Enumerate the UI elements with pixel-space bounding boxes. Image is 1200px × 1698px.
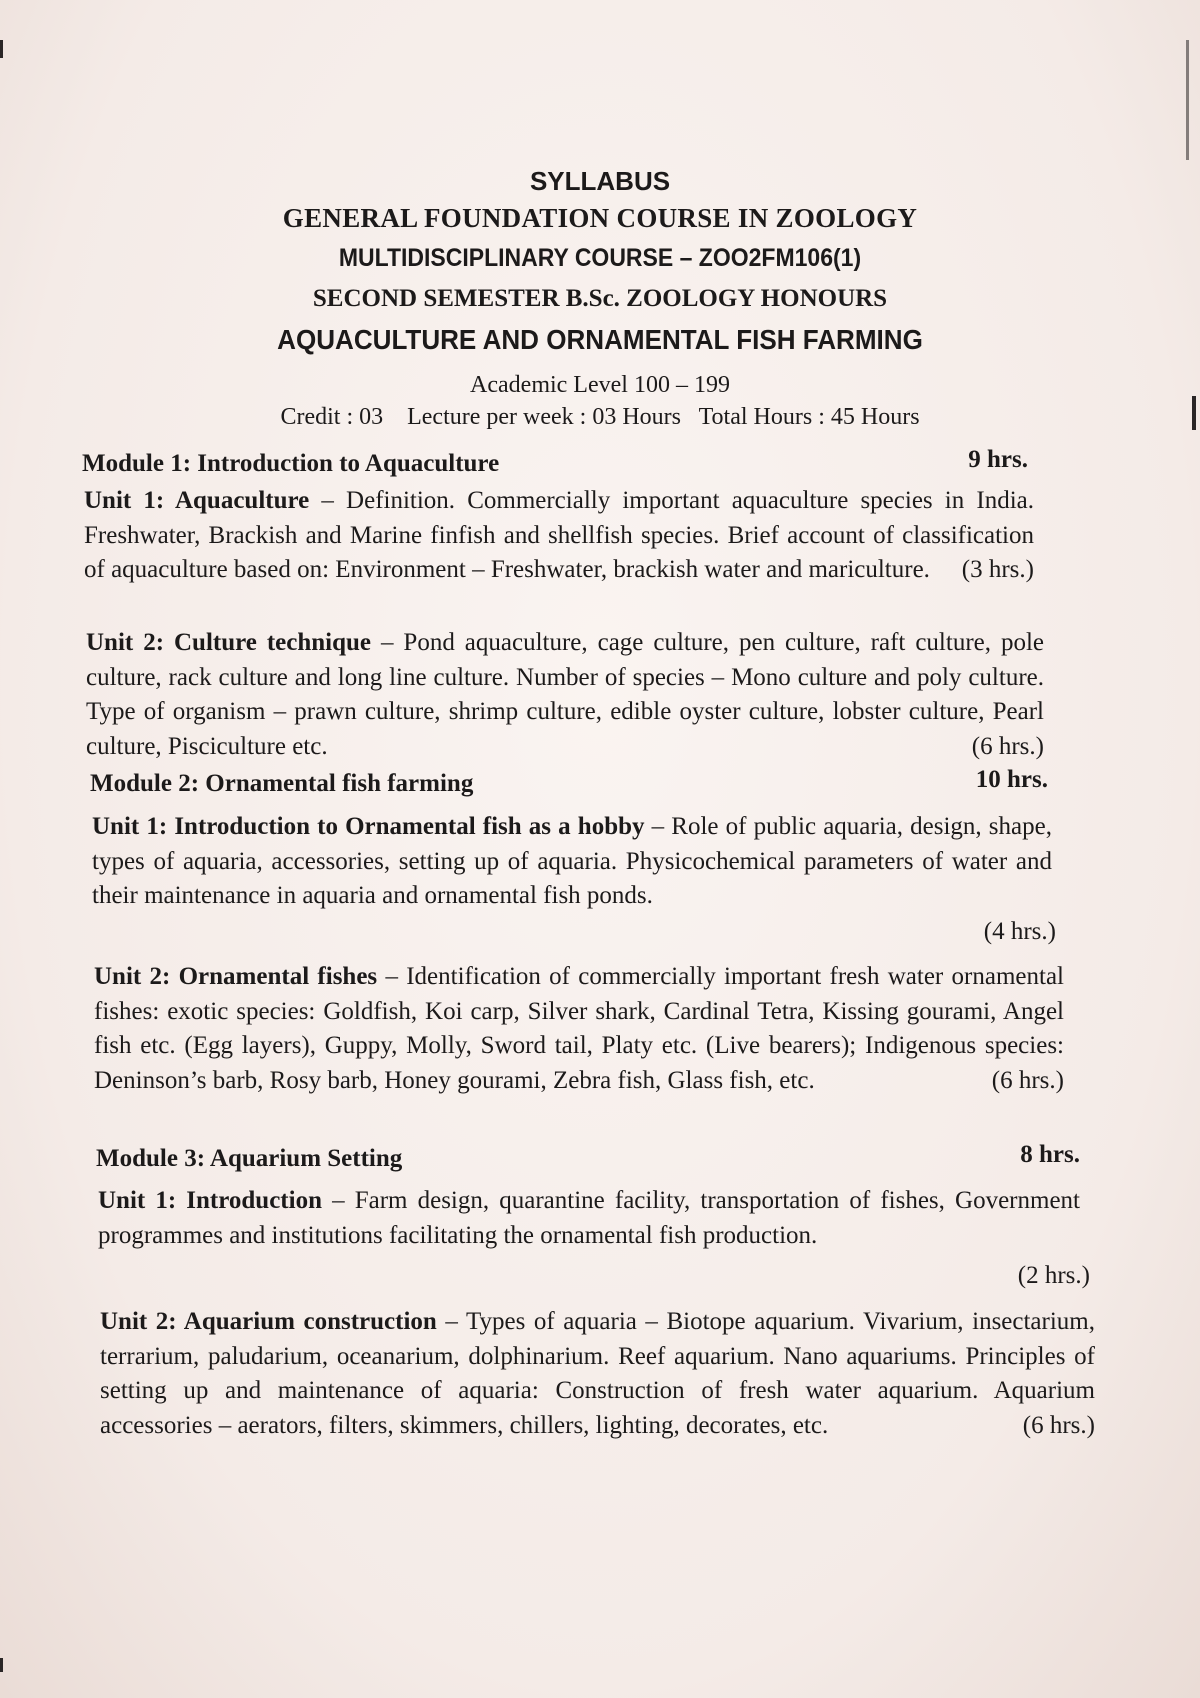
unit-text: – Pond aquaculture, cage culture, pen culture, raft culture, pole culture, rack culture and long line culture. Number of species – Mono culture and poly culture. Type of organism – prawn culture, shrimp culture, edible oyster culture, lobster culture, Pearl culture, Pisciculture etc.	[86, 629, 1044, 760]
unit-hours: (6 hrs.)	[1022, 1411, 1095, 1439]
academic-level: Academic Level 100 – 199	[470, 372, 730, 398]
unit-title: Unit 1: Aquaculture	[84, 487, 310, 514]
module-2-title: Module 2: Ornamental fish farming	[90, 770, 474, 797]
unit-text: – Role of public aquaria, design, shape, types of aquaria, accessories, setting up of aquaria. Physicochemical parameters of water and their maintenance in aquaria and ornamental fish ponds.	[92, 813, 1052, 909]
module-3-unit-2	[100, 1305, 1095, 1443]
module-1-unit-1	[84, 484, 1034, 588]
left-edge-mark-bottom	[0, 1658, 3, 1672]
unit-title: Unit 2: Ornamental fishes	[94, 963, 378, 990]
unit-text: – Identification of commercially important fresh water ornamental fishes: exotic species: Goldfish, Koi carp, Silver shark, Cardinal Tetra, Kissing gourami, Angel fish etc. (Egg layers), Guppy, Molly, Sword tail, Platy etc. (Live bearers); Indigenous species: Deninson’s barb, Rosy barb, Honey gourami, Zebra fish, Glass fish, etc.	[94, 963, 1064, 1094]
module-1-hours: 9 hrs.	[968, 446, 1028, 473]
module-2-hours: 10 hrs.	[975, 766, 1048, 793]
unit-hours: (3 hrs.)	[961, 556, 1034, 583]
syllabus-heading: SYLLABUS	[529, 166, 671, 196]
course-code: MULTIDISCIPLINARY COURSE – ZOO2FM106(1)	[338, 244, 862, 272]
credit-line: Credit : 03 Lecture per week : 03 Hours Total Hours : 45 Hours	[280, 404, 920, 430]
module-1-unit-2	[86, 626, 1044, 764]
unit-title: Unit 2: Culture technique	[86, 629, 371, 656]
right-edge-mark-top	[1186, 40, 1189, 160]
unit-title: Unit 1: Introduction to Ornamental fish as a hobby	[92, 813, 645, 840]
semester-line: SECOND SEMESTER B.Sc. ZOOLOGY HONOURS	[312, 285, 888, 312]
module-2-unit-2	[94, 960, 1064, 1098]
unit-hours: (6 hrs.)	[971, 732, 1044, 760]
course-title: GENERAL FOUNDATION COURSE IN ZOOLOGY	[282, 203, 918, 233]
unit-hours: (6 hrs.)	[991, 1066, 1064, 1094]
module-3-unit-1	[98, 1184, 1080, 1253]
unit-text: – Types of aquaria – Biotope aquarium. Vivarium, insectarium, terrarium, paludarium, oceanarium, dolphinarium. Reef aquarium. Nano aquariums. Principles of setting up and maintenance of aquaria: Construction of fresh water aquarium. Aquarium accessories – aerators, filters, skimmers, chillers, lighting, decorates, etc.	[100, 1308, 1095, 1439]
module-2-unit-1-hours: (4 hrs.)	[983, 918, 1056, 945]
unit-text: – Farm design, quarantine facility, transportation of fishes, Government programmes and institutions facilitating the ornamental fish production.	[98, 1187, 1080, 1249]
subject-title: AQUACULTURE AND ORNAMENTAL FISH FARMING	[277, 324, 923, 355]
unit-title: Unit 1: Introduction	[98, 1187, 322, 1214]
module-3-unit-1-hours: (2 hrs.)	[1017, 1262, 1090, 1289]
unit-title: Unit 2: Aquarium construction	[100, 1308, 437, 1335]
unit-text: – Definition. Commercially important aquaculture species in India. Freshwater, Brackish and Marine finfish and shellfish species. Brief account of classification of aquaculture based on: Environment – Freshwater, brackish water and mariculture.	[84, 487, 1035, 583]
module-2-unit-1	[92, 810, 1052, 914]
module-3-title: Module 3: Aquarium Setting	[96, 1145, 403, 1172]
left-edge-mark	[0, 40, 3, 58]
module-3-hours: 8 hrs.	[1020, 1141, 1080, 1168]
module-1-title: Module 1: Introduction to Aquaculture	[82, 450, 500, 477]
